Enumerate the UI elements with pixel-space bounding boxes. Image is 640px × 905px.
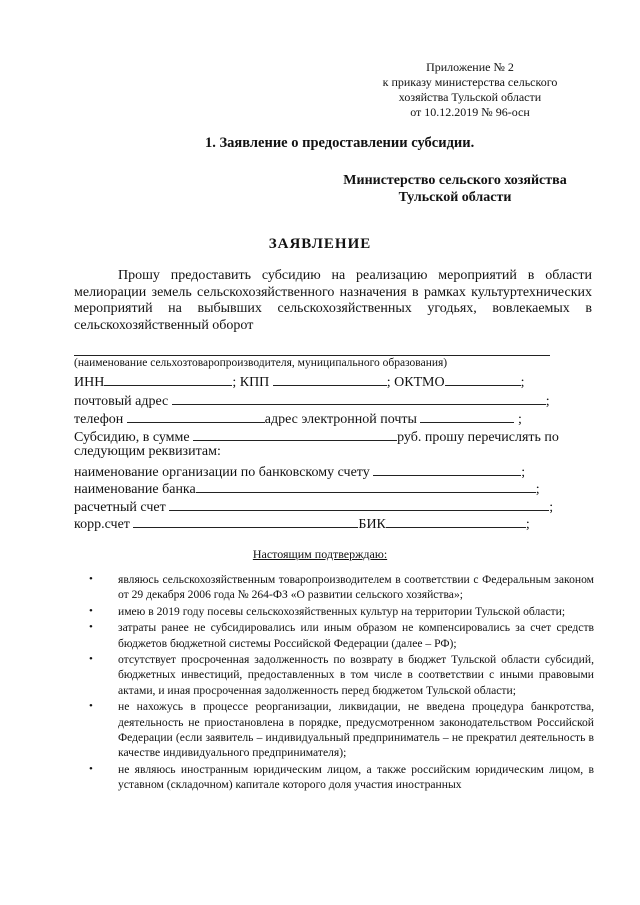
email-label: адрес электронной почты bbox=[264, 412, 417, 427]
requisites-label: следующим реквизитам: bbox=[74, 444, 221, 459]
subsidy-amount-field[interactable] bbox=[193, 426, 397, 441]
bank-org-label: наименование организации по банковскому счету bbox=[74, 465, 370, 480]
confirmation-list bbox=[89, 572, 594, 794]
phone-label: телефон bbox=[74, 412, 124, 427]
applicant-caption: (наименование сельхозтоваропроизводителя, муниципального образования) bbox=[74, 357, 448, 369]
intro-paragraph bbox=[74, 268, 592, 334]
list-item bbox=[89, 572, 594, 603]
phone-field[interactable] bbox=[127, 408, 265, 423]
document-title: ЗАЯВЛЕНИЕ bbox=[268, 236, 372, 252]
bullet-icon: • bbox=[89, 653, 93, 666]
appendix-line: от 10.12.2019 № 96-осн bbox=[410, 105, 530, 119]
recipient-block bbox=[330, 172, 580, 206]
bank-name-label: наименование банка bbox=[74, 482, 196, 497]
oktmo-field[interactable] bbox=[445, 371, 521, 386]
corr-account-field[interactable] bbox=[133, 513, 358, 528]
appendix-line: к приказу министерства сельского bbox=[382, 75, 558, 89]
list-item bbox=[89, 699, 594, 761]
end-semicolon: ; bbox=[521, 465, 526, 480]
list-item-text: являюсь сельскохозяйственным товаропроизводителем в соответствии с Федеральным законом от 29 декабря 2006 года № 264-ФЗ «О развитии сельского хозяйства»; bbox=[118, 573, 594, 602]
inn-field[interactable] bbox=[104, 371, 232, 386]
inn-label: ИНН bbox=[74, 375, 105, 390]
applicant-name-field[interactable] bbox=[74, 355, 550, 356]
list-item-text: отсутствует просроченная задолженность по возврату в бюджет Тульской области субсидий, бюджетных инвестиций, предоставленных в том числе в соответствии с иными правовыми актами, и иная просроченная задолженность перед бюджетом Тульской области; bbox=[118, 653, 594, 697]
postal-label: почтовый адрес bbox=[74, 394, 169, 409]
corr-label: корр.счет bbox=[74, 517, 130, 532]
bullet-icon: • bbox=[89, 604, 93, 617]
subsidy-label: Субсидию, в сумме bbox=[74, 430, 190, 445]
recipient-line: Тульской области bbox=[398, 190, 512, 205]
email-field[interactable] bbox=[420, 408, 514, 423]
appendix-line: Приложение № 2 bbox=[426, 60, 514, 74]
bik-label: БИК bbox=[358, 517, 386, 532]
list-item-text: не являюсь иностранным юридическим лицом, а также российским юридическим лицом, в уставном (складочном) капитале которого доля участия иностранных bbox=[118, 762, 594, 792]
corr-row bbox=[74, 513, 530, 534]
end-semicolon: ; bbox=[545, 394, 550, 409]
list-item-text: не нахожусь в процессе реорганизации, ликвидации, не введена процедура банкротства, деятельность не приостановлена в порядке, предусмотренном законодательством Российской Федерации (если заявитель – индивидуальный предприниматель – не прекратил деятельность в качестве индивидуального предпринимателя); bbox=[118, 700, 594, 760]
end-semicolon: ; bbox=[517, 412, 522, 427]
section-title: 1. Заявление о предоставлении субсидии. bbox=[205, 135, 475, 151]
end-semicolon: ; bbox=[525, 517, 530, 532]
appendix-note bbox=[370, 60, 570, 120]
kpp-label: ; КПП bbox=[232, 375, 270, 390]
bullet-icon: • bbox=[89, 621, 93, 634]
kpp-field[interactable] bbox=[273, 371, 387, 386]
list-item bbox=[89, 762, 594, 793]
postal-field[interactable] bbox=[172, 390, 546, 405]
end-semicolon: ; bbox=[535, 482, 540, 497]
appendix-line: хозяйства Тульской области bbox=[398, 90, 542, 104]
account-label: расчетный счет bbox=[74, 500, 166, 515]
end-semicolon: ; bbox=[549, 500, 554, 515]
bank-org-field[interactable] bbox=[373, 461, 521, 476]
subsidy-suffix: руб. прошу перечислять по bbox=[397, 430, 559, 445]
bank-name-field[interactable] bbox=[196, 478, 536, 493]
bullet-icon: • bbox=[89, 700, 93, 713]
end-semicolon: ; bbox=[520, 375, 525, 390]
oktmo-label: ; ОКТМО bbox=[386, 375, 445, 390]
list-item bbox=[89, 604, 594, 619]
requisites-row bbox=[74, 443, 221, 461]
list-item-text: имею в 2019 году посевы сельскохозяйственных культур на территории Тульской области; bbox=[118, 604, 566, 618]
recipient-line: Министерство сельского хозяйства bbox=[343, 173, 567, 188]
list-item bbox=[89, 652, 594, 698]
tax-ids-row bbox=[74, 371, 524, 392]
intro-text: Прошу предоставить субсидию на реализацию мероприятий в области мелиорации земель сельскохозяйственного назначения в рамках культуртехнических мероприятий на выбывших сельскохозяйственных угодьях, вовлекаемых в сельскохозяйственный оборот bbox=[74, 268, 592, 333]
confirm-title: Настоящим подтверждаю: bbox=[252, 547, 388, 561]
list-item bbox=[89, 620, 594, 651]
account-field[interactable] bbox=[169, 496, 549, 511]
bik-field[interactable] bbox=[386, 513, 526, 528]
list-item-text: затраты ранее не субсидировались или иным образом не компенсировались за счет средств бюджетов бюджетной системы Российской Федерации (далее – РФ); bbox=[118, 621, 594, 650]
bullet-icon: • bbox=[89, 573, 93, 585]
bullet-icon: • bbox=[89, 762, 93, 775]
